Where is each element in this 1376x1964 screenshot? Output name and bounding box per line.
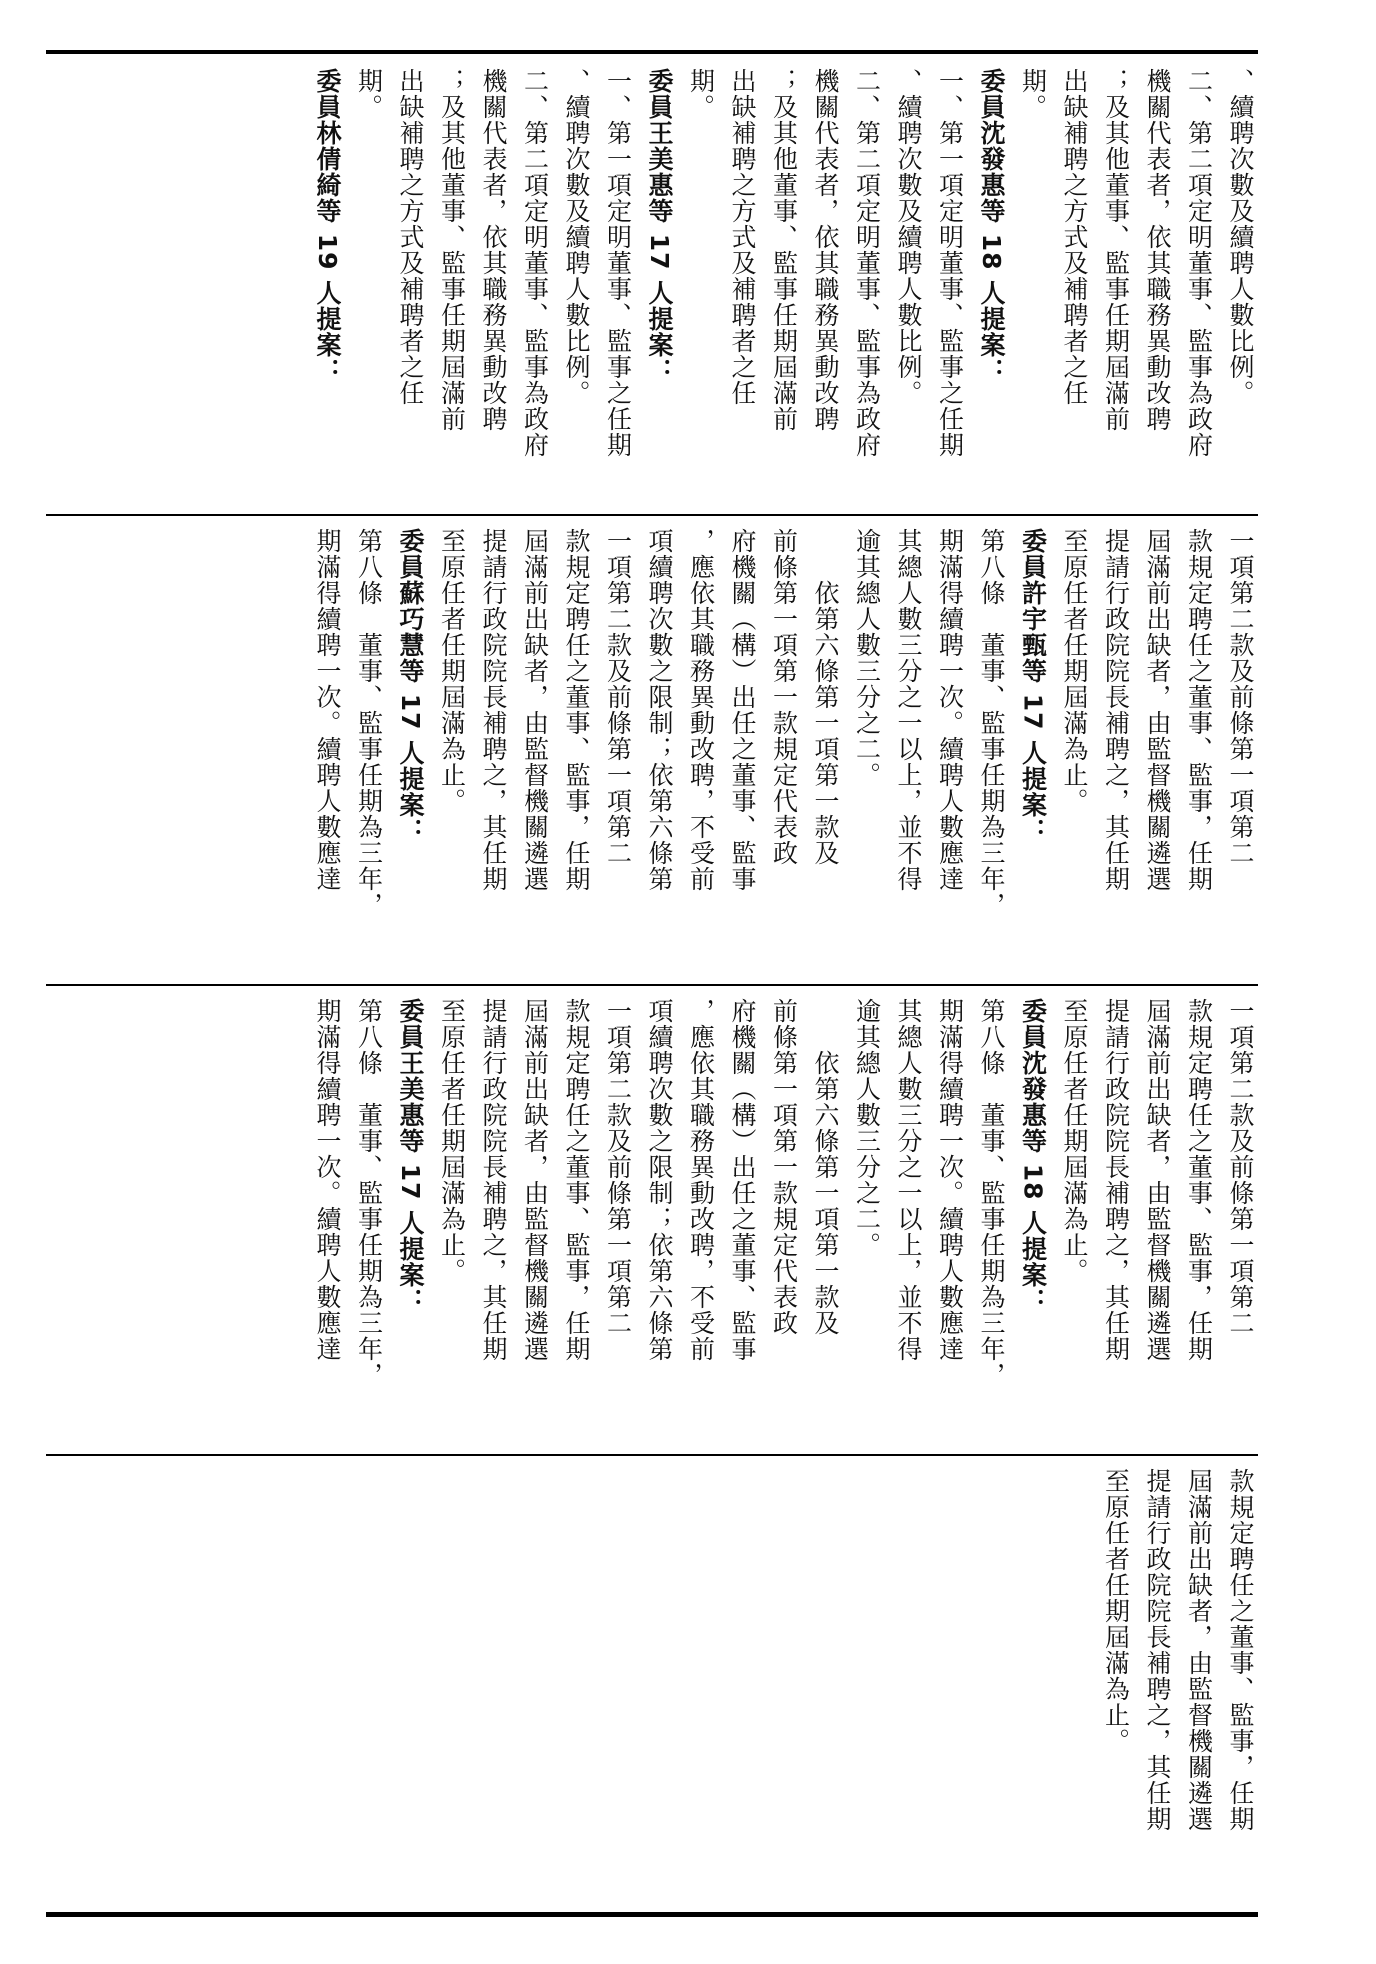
text-column: 機關代表者，依其職務異動改聘: [479, 68, 508, 432]
proposal-heading: 委員許宇甄等 17 人提案：: [1018, 528, 1048, 845]
text-column: ；及其他董事、監事任期屆滿前: [437, 68, 467, 432]
text-column: 至原任者任期屆滿為止。: [1060, 528, 1089, 814]
text-column: 二、第二項定明董事、監事為政府: [852, 68, 882, 458]
text-column: 第八條 董事、監事任期為三年，: [354, 998, 384, 1388]
text-column: 屆滿前出缺者，由監督機關遴選: [520, 998, 550, 1362]
text-column: 一、第一項定明董事、監事之任期: [935, 68, 965, 458]
text-column: 期滿得續聘一次。續聘人數應達: [313, 528, 342, 892]
text-column: 提請行政院院長補聘之，其任期: [1143, 1468, 1172, 1832]
text-column: 前條第一項第一款規定代表政: [769, 528, 799, 866]
proposal-heading: 委員林倩綺等 19 人提案：: [313, 68, 342, 385]
proposal-heading: 委員王美惠等 17 人提案：: [396, 998, 425, 1315]
text-column: ；及其他董事、監事任期屆滿前: [769, 68, 799, 432]
text-column: 一項第二款及前條第一項第二: [603, 998, 633, 1336]
text-column: 一項第二款及前條第一項第二: [1226, 528, 1255, 866]
text-column: 府機關（構）出任之董事、監事: [728, 998, 757, 1362]
text-column: 、續聘次數及續聘人數比例。: [1226, 68, 1255, 406]
text-column: 、續聘次數及續聘人數比例。: [562, 68, 591, 406]
proposal-heading: 委員王美惠等 17 人提案：: [645, 68, 674, 385]
text-column: 屆滿前出缺者，由監督機關遴選: [520, 528, 550, 892]
text-column: 第八條 董事、監事任期為三年，: [977, 528, 1006, 918]
text-column: 提請行政院院長補聘之，其任期: [1101, 528, 1131, 892]
band-separator: [46, 984, 1258, 986]
text-column: 款規定聘任之董事、監事，任期: [1184, 528, 1214, 892]
text-column: 至原任者任期屆滿為止。: [1060, 998, 1089, 1284]
text-column: 機關代表者，依其職務異動改聘: [1143, 68, 1172, 432]
text-column: 第八條 董事、監事任期為三年，: [354, 528, 384, 918]
text-column: 款規定聘任之董事、監事，任期: [562, 528, 591, 892]
text-column: 屆滿前出缺者，由監督機關遴選: [1184, 1468, 1214, 1832]
text-column: 項續聘次數之限制；依第六條第: [645, 528, 674, 892]
text-column: 期滿得續聘一次。續聘人數應達: [935, 998, 965, 1362]
text-column: 一項第二款及前條第一項第二: [1226, 998, 1255, 1336]
text-column: 出缺補聘之方式及補聘者之任: [728, 68, 757, 406]
proposal-heading: 委員蘇巧慧等 17 人提案：: [396, 528, 425, 845]
text-column: 期。: [354, 68, 384, 120]
text-column: 其總人數三分之一以上，並不得: [894, 998, 923, 1362]
bottom-rule: [46, 1912, 1258, 1917]
text-column: 期滿得續聘一次。續聘人數應達: [313, 998, 342, 1362]
text-column: 項續聘次數之限制；依第六條第: [645, 998, 674, 1362]
text-column: 前條第一項第一款規定代表政: [769, 998, 799, 1336]
text-column: 至原任者任期屆滿為止。: [437, 528, 467, 814]
text-column: 逾其總人數三分之二。: [852, 998, 882, 1258]
band-1: [46, 62, 1258, 510]
band-3: [46, 992, 1258, 1450]
text-column: 出缺補聘之方式及補聘者之任: [1060, 68, 1089, 406]
band-separator: [46, 514, 1258, 516]
text-column: 機關代表者，依其職務異動改聘: [811, 68, 840, 432]
text-column: 二、第二項定明董事、監事為政府: [1184, 68, 1214, 458]
text-column: 款規定聘任之董事、監事，任期: [1184, 998, 1214, 1362]
text-column: 屆滿前出缺者，由監督機關遴選: [1143, 998, 1172, 1362]
text-column: 一項第二款及前條第一項第二: [603, 528, 633, 866]
text-column: 至原任者任期屆滿為止。: [1101, 1468, 1131, 1754]
text-column: 依第六條第一項第一款及: [811, 998, 840, 1336]
proposal-heading: 委員沈發惠等 18 人提案：: [977, 68, 1006, 385]
text-column: 一、第一項定明董事、監事之任期: [603, 68, 633, 458]
text-column: 提請行政院院長補聘之，其任期: [479, 528, 508, 892]
proposal-heading: 委員沈發惠等 18 人提案：: [1018, 998, 1048, 1315]
text-column: 提請行政院院長補聘之，其任期: [479, 998, 508, 1362]
text-column: 屆滿前出缺者，由監督機關遴選: [1143, 528, 1172, 892]
text-column: 依第六條第一項第一款及: [811, 528, 840, 866]
text-column: 期滿得續聘一次。續聘人數應達: [935, 528, 965, 892]
text-column: 提請行政院院長補聘之，其任期: [1101, 998, 1131, 1362]
band-4: [46, 1462, 1258, 1906]
band-2: [46, 522, 1258, 980]
top-rule: [46, 50, 1258, 54]
band-separator: [46, 1454, 1258, 1456]
text-column: 期。: [1018, 68, 1048, 120]
text-column: 期。: [686, 68, 716, 120]
text-column: 至原任者任期屆滿為止。: [437, 998, 467, 1284]
text-column: 其總人數三分之一以上，並不得: [894, 528, 923, 892]
text-column: 府機關（構）出任之董事、監事: [728, 528, 757, 892]
text-column: 款規定聘任之董事、監事，任期: [1226, 1468, 1255, 1832]
text-column: ，應依其職務異動改聘，不受前: [686, 998, 716, 1362]
text-column: 、續聘次數及續聘人數比例。: [894, 68, 923, 406]
text-column: 二、第二項定明董事、監事為政府: [520, 68, 550, 458]
text-column: 逾其總人數三分之二。: [852, 528, 882, 788]
text-column: 出缺補聘之方式及補聘者之任: [396, 68, 425, 406]
text-column: ；及其他董事、監事任期屆滿前: [1101, 68, 1131, 432]
text-column: ，應依其職務異動改聘，不受前: [686, 528, 716, 892]
text-column: 第八條 董事、監事任期為三年，: [977, 998, 1006, 1388]
text-column: 款規定聘任之董事、監事，任期: [562, 998, 591, 1362]
